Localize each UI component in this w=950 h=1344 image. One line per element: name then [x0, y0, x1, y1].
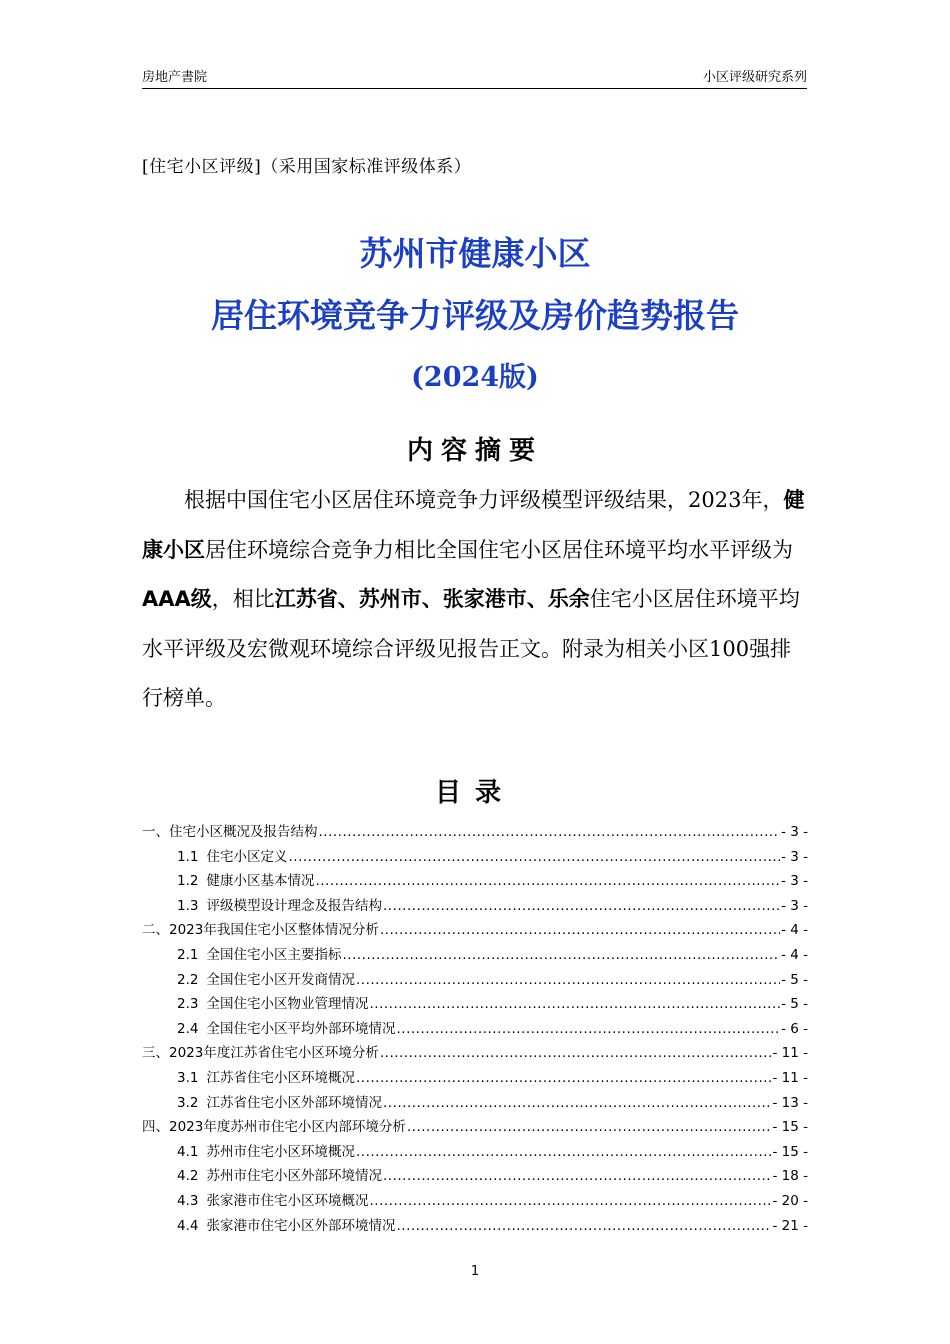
toc-entry[interactable] — [142, 1066, 808, 1091]
toc-entry-label: 全国住宅小区物业管理情况 — [206, 996, 369, 1013]
toc-entry-label: 健康小区基本情况 — [206, 873, 315, 890]
abstract-text: 居住环境综合竞争力相比全国住宅小区居住环境平均水平评级为 — [205, 537, 793, 562]
toc-entry-number: 3.2 — [177, 1094, 199, 1111]
toc-leader-dots — [315, 869, 780, 894]
toc-leader-dots — [383, 894, 780, 919]
toc-entry-page: - 5 - — [781, 971, 808, 988]
toc-entry-page: - 3 - — [781, 897, 808, 914]
toc-entry-label: 评级模型设计理念及报告结构 — [206, 897, 382, 914]
toc-entry-number: 3.1 — [177, 1069, 199, 1086]
table-of-contents — [142, 820, 808, 1238]
toc-entry-page: - 11 - — [772, 1069, 808, 1086]
abstract-body — [142, 476, 812, 724]
toc-entry[interactable] — [142, 894, 808, 919]
toc-entry-label: 四、2023年度苏州市住宅小区内部环境分析 — [142, 1119, 406, 1136]
toc-entry-page: - 20 - — [772, 1192, 808, 1209]
toc-entry[interactable] — [142, 992, 808, 1017]
abstract-paragraph — [142, 476, 812, 724]
toc-entry-page: - 3 - — [781, 873, 808, 890]
toc-entry-page: - 21 - — [772, 1217, 808, 1234]
toc-entry-page: - 4 - — [781, 922, 808, 939]
toc-entry-label: 张家港市住宅小区环境概况 — [206, 1192, 369, 1209]
toc-leader-dots — [396, 1017, 780, 1042]
toc-entry-number: 4.1 — [177, 1143, 199, 1160]
toc-entry[interactable] — [142, 1214, 808, 1239]
abstract-highlight: 健康小区 — [142, 488, 805, 562]
header-series: 小区评级研究系列 — [702, 70, 807, 85]
report-title-line2: 居住环境竞争力评级及房价趋势报告 — [211, 296, 739, 335]
toc-leader-dots — [356, 1140, 772, 1165]
toc-entry-page: - 15 - — [772, 1119, 808, 1136]
toc-entry-number: 2.2 — [177, 971, 199, 988]
toc-entry-page: - 6 - — [781, 1020, 808, 1037]
toc-leader-dots — [356, 968, 780, 993]
toc-entry[interactable] — [142, 1164, 808, 1189]
toc-entry-label: 二、2023年我国住宅小区整体情况分析 — [142, 922, 379, 939]
toc-entry-page: - 11 - — [772, 1045, 808, 1062]
abstract-text: ，相比 — [211, 587, 275, 611]
toc-leader-dots — [369, 992, 780, 1017]
toc-leader-dots — [369, 1189, 771, 1214]
report-edition: (2024版) — [411, 362, 539, 393]
abstract-text: 根据中国住宅小区居住环境竞争力评级模型评级结果，2023年， — [184, 488, 784, 512]
toc-entry[interactable] — [142, 918, 808, 943]
toc-entry[interactable] — [142, 1017, 808, 1042]
page-number: 1 — [470, 1264, 480, 1279]
toc-entry-number: 4.3 — [177, 1192, 199, 1209]
toc-entry-number: 4.2 — [177, 1168, 199, 1185]
toc-entry[interactable] — [142, 845, 808, 870]
toc-leader-dots — [383, 1091, 772, 1116]
toc-entry-number: 2.3 — [177, 996, 199, 1013]
toc-entry[interactable] — [142, 1091, 808, 1116]
toc-entry-label: 江苏省住宅小区外部环境情况 — [206, 1094, 382, 1111]
toc-leader-dots — [319, 820, 781, 845]
toc-leader-dots — [288, 845, 780, 870]
toc-leader-dots — [356, 1066, 772, 1091]
abstract-rating: AAA级 — [142, 587, 212, 611]
toc-entry-page: - 15 - — [772, 1143, 808, 1160]
toc-entry-label: 苏州市住宅小区外部环境情况 — [206, 1168, 382, 1185]
toc-entry[interactable] — [142, 820, 808, 845]
toc-entry-page: - 5 - — [781, 996, 808, 1013]
toc-entry-label: 苏州市住宅小区环境概况 — [206, 1143, 355, 1160]
toc-entry-number: 1.1 — [177, 848, 199, 865]
toc-entry-number: 4.4 — [177, 1217, 199, 1234]
toc-entry-page: - 3 - — [781, 824, 808, 840]
toc-entry[interactable] — [142, 869, 808, 894]
toc-entry[interactable] — [142, 1140, 808, 1165]
toc-entry-label: 江苏省住宅小区环境概况 — [206, 1069, 355, 1086]
toc-leader-dots — [342, 943, 780, 968]
toc-entry-label: 全国住宅小区开发商情况 — [206, 971, 355, 988]
toc-entry-label: 一、住宅小区概况及报告结构 — [142, 824, 318, 840]
abstract-regions: 江苏省、苏州市、张家港市、乐余 — [274, 587, 590, 611]
toc-entry-label: 三、2023年度江苏省住宅小区环境分析 — [142, 1045, 379, 1062]
toc-leader-dots — [407, 1115, 772, 1140]
abstract-heading: 内容摘要 — [406, 436, 543, 466]
toc-leader-dots — [380, 918, 780, 943]
toc-entry-page: - 13 - — [772, 1094, 808, 1111]
report-category: [住宅小区评级]（采用国家标准评级体系） — [142, 157, 472, 177]
toc-entry[interactable] — [142, 1041, 808, 1066]
toc-entry[interactable] — [142, 1115, 808, 1140]
toc-entry-page: - 18 - — [772, 1168, 808, 1185]
toc-leader-dots — [396, 1214, 771, 1239]
toc-entry[interactable] — [142, 943, 808, 968]
toc-leader-dots — [380, 1041, 772, 1066]
toc-entry-number: 1.3 — [177, 897, 199, 914]
toc-entry-label: 全国住宅小区主要指标 — [206, 946, 342, 963]
report-title-line1: 苏州市健康小区 — [359, 234, 591, 273]
toc-entry-page: - 4 - — [781, 946, 808, 963]
toc-entry-page: - 3 - — [781, 848, 808, 865]
header-publisher: 房地产書院 — [142, 70, 208, 85]
toc-entry-label: 全国住宅小区平均外部环境情况 — [206, 1020, 396, 1037]
page-header — [142, 66, 807, 89]
toc-entry-number: 1.2 — [177, 873, 199, 890]
toc-entry-label: 张家港市住宅小区外部环境情况 — [206, 1217, 396, 1234]
toc-entry-label: 住宅小区定义 — [206, 848, 288, 865]
toc-entry-number: 2.4 — [177, 1020, 199, 1037]
toc-entry-number: 2.1 — [177, 946, 199, 963]
toc-entry[interactable] — [142, 968, 808, 993]
abstract-text: 住宅小区居住环境平均水平评级及宏微观环境综合评级见报告正文。附录为相关小区100强排行榜单。 — [142, 587, 800, 710]
toc-leader-dots — [383, 1164, 772, 1189]
toc-heading: 目录 — [434, 778, 515, 808]
toc-entry[interactable] — [142, 1189, 808, 1214]
